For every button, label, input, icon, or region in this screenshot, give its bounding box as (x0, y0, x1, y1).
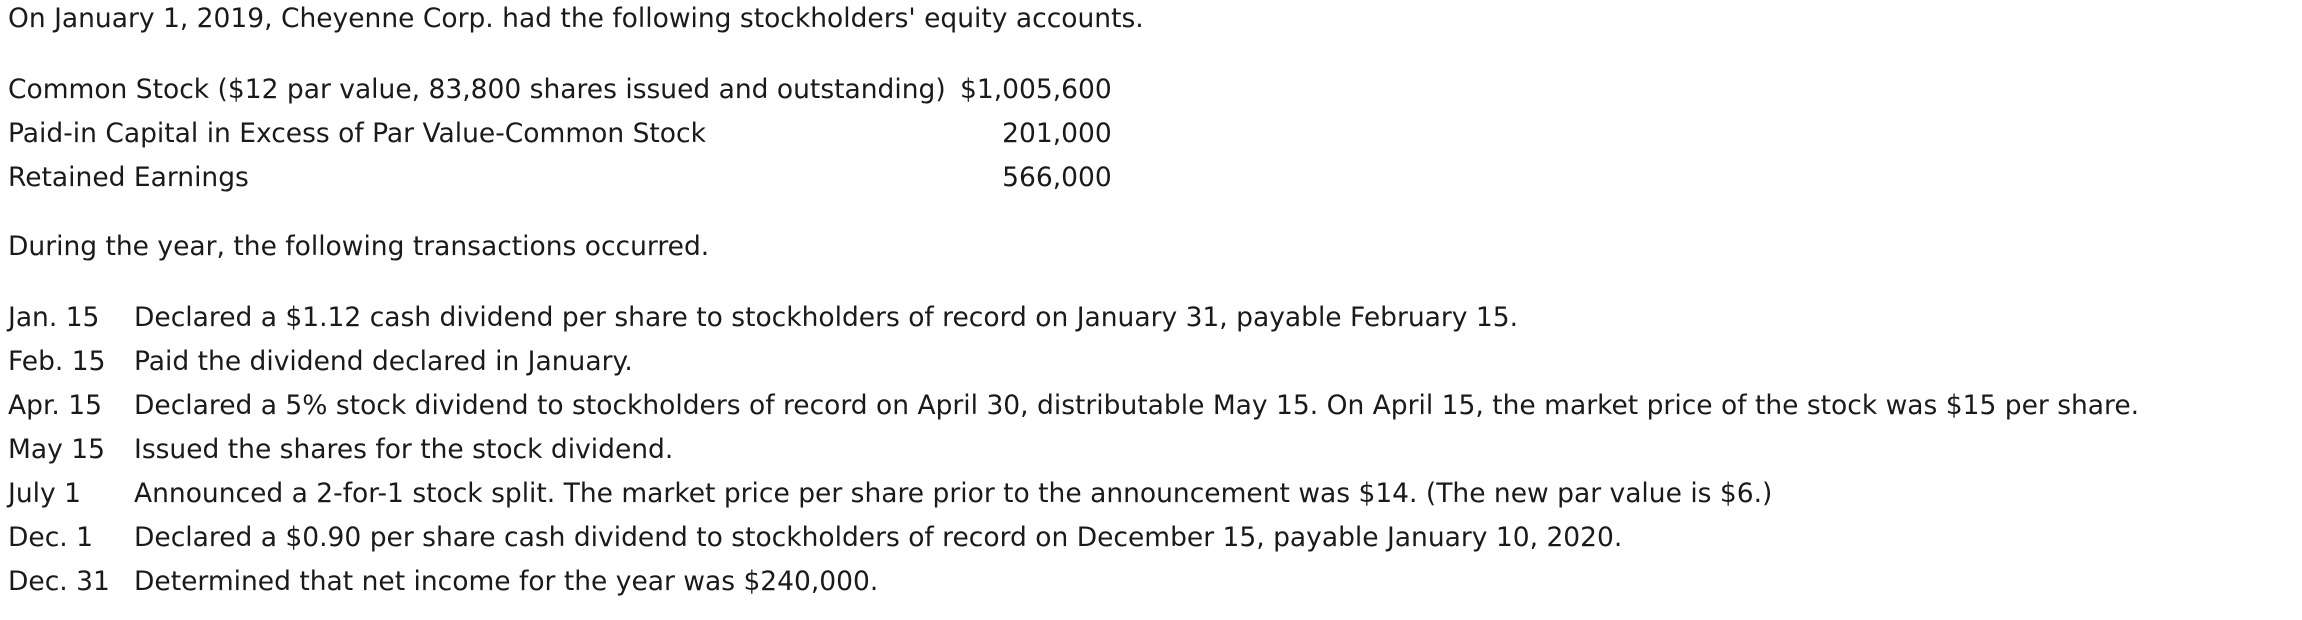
transaction-description: Issued the shares for the stock dividend. (134, 433, 674, 465)
transaction-row (8, 472, 2139, 516)
transaction-row (8, 560, 2139, 604)
equity-label: Common Stock ($12 par value, 83,800 shares issued and outstanding) (8, 73, 946, 105)
equity-label: Retained Earnings (8, 161, 249, 193)
transaction-date: Feb. 15 (8, 345, 106, 377)
transaction-date: July 1 (8, 477, 81, 509)
intro-text: On January 1, 2019, Cheyenne Corp. had the following stockholders' equity accounts. (8, 3, 1144, 34)
transaction-date: Dec. 1 (8, 521, 93, 553)
transaction-date: Jan. 15 (8, 301, 100, 333)
equity-amount: 566,000 (1002, 161, 1112, 193)
equity-row (8, 156, 1112, 200)
transaction-row (8, 516, 2139, 560)
transactions-table (8, 296, 2139, 604)
equity-label: Paid-in Capital in Excess of Par Value-Common Stock (8, 117, 706, 149)
transaction-row (8, 384, 2139, 428)
equity-amount: $1,005,600 (959, 73, 1112, 105)
transaction-description: Determined that net income for the year was $240,000. (134, 565, 879, 597)
transaction-description: Paid the dividend declared in January. (134, 345, 633, 377)
transaction-description: Announced a 2-for-1 stock split. The market price per share prior to the announcement was $14. (The new par value is $6.) (134, 477, 1773, 509)
equity-accounts-table (8, 68, 1112, 200)
equity-row (8, 68, 1112, 112)
transaction-row (8, 340, 2139, 384)
equity-amount: 201,000 (1002, 117, 1112, 149)
transaction-date: Dec. 31 (8, 565, 110, 597)
transaction-description: Declared a 5% stock dividend to stockholders of record on April 30, distributable May 15. On April 15, the market price of the stock was $15 per share. (134, 389, 2140, 421)
transaction-row (8, 428, 2139, 472)
transaction-description: Declared a $1.12 cash dividend per share to stockholders of record on January 31, payable February 15. (134, 301, 1519, 333)
transaction-date: Apr. 15 (8, 389, 102, 421)
during-year-text: During the year, the following transactions occurred. (8, 231, 710, 262)
transaction-description: Declared a $0.90 per share cash dividend to stockholders of record on December 15, payable January 10, 2020. (134, 521, 1623, 553)
equity-row (8, 112, 1112, 156)
transaction-date: May 15 (8, 433, 105, 465)
transaction-row (8, 296, 2139, 340)
